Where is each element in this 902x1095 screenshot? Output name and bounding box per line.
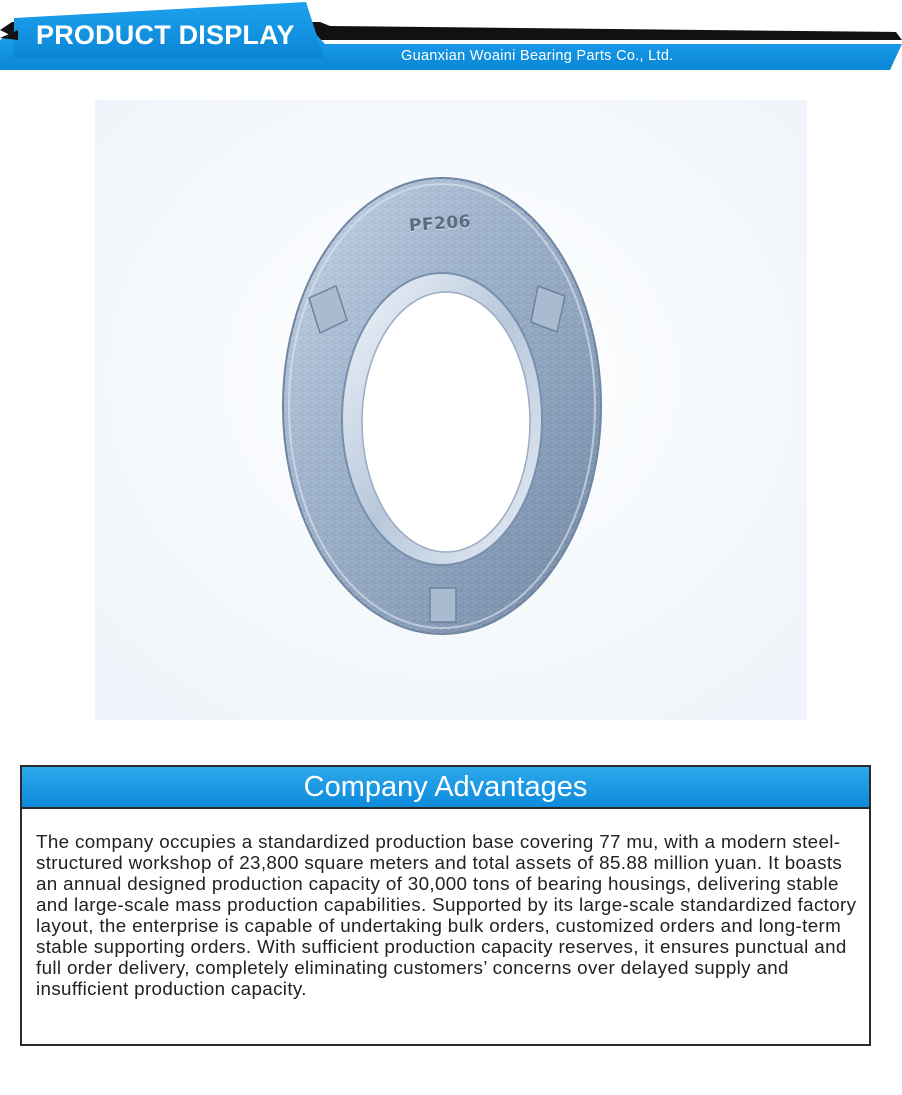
product-photo — [95, 100, 807, 720]
advantages-text: The company occupies a standardized production base covering 77 mu, with a modern steel-structured workshop of 23,800 square meters and total assets of 85.88 million yuan. It boasts an annual designed production capacity of 30,000 tons of bearing housings, delivering stable and large-scale mass production capabilities. Supported by its large-scale standardized factory layout, the enterprise is capable of undertaking bulk orders, customized orders and long-term stable supporting orders. With sufficient production capacity reserves, it ensures punctual and full order delivery, completely eliminating customers’ concerns over delayed supply and insufficient production capacity. — [36, 831, 857, 999]
company-advantages-panel — [20, 765, 871, 1046]
pressed-steel-bearing-flange-icon — [95, 100, 807, 720]
advantages-heading: Company Advantages — [303, 771, 588, 803]
company-name: Guanxian Woaini Bearing Parts Co., Ltd. — [401, 48, 674, 64]
banner-title: PRODUCT DISPLAY — [36, 20, 295, 50]
advantages-header — [22, 767, 869, 809]
header-banner — [0, 0, 902, 72]
part-number-stamp: PF206 — [408, 211, 472, 237]
